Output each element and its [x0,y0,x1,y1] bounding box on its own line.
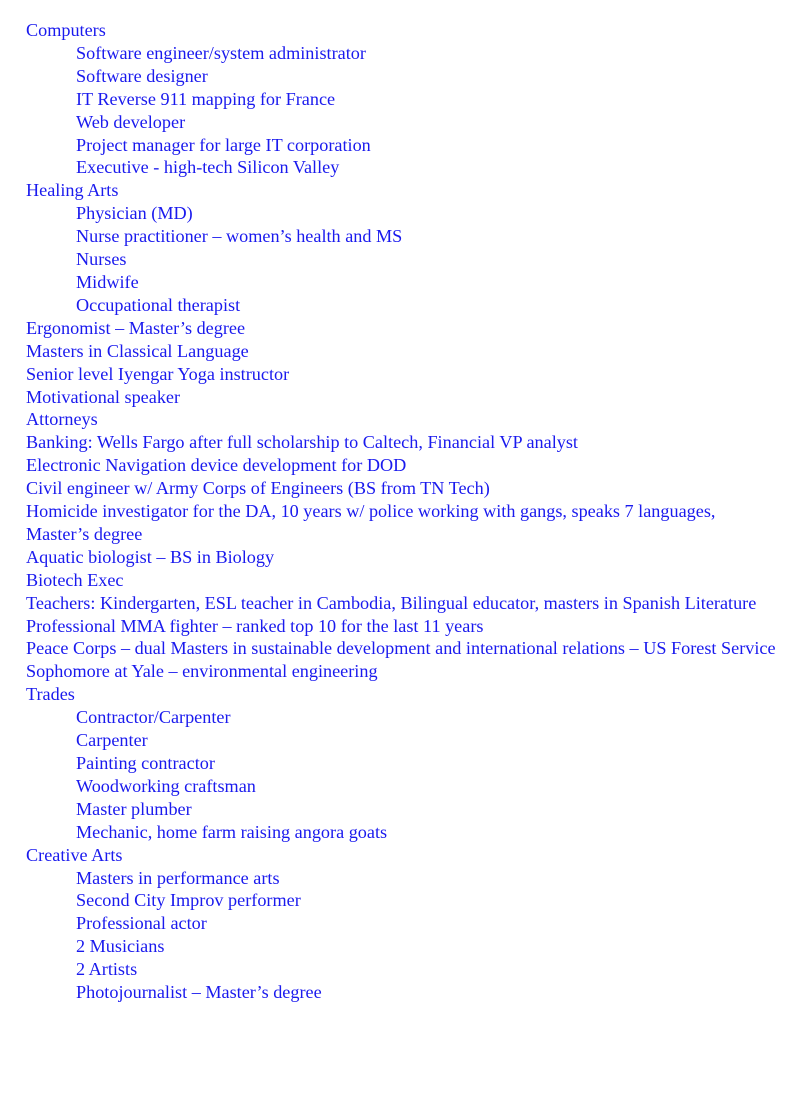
sub-item-line: Second City Improv performer [76,890,301,911]
category-line: Computers [26,20,106,40]
category-line: Trades [26,684,75,705]
category-line: Motivational speaker [26,386,181,407]
category-line: Electronic Navigation device development for DOD [26,455,407,476]
sub-item-line: Masters in performance arts [76,867,280,888]
sub-item-line: Midwife [76,271,139,292]
sub-item-line: Physician (MD) [76,203,193,224]
category-line: Teachers: Kindergarten, ESL teacher in Cambodia, Bilingual educator, masters in Spanish Literature [26,592,757,613]
sub-item-line: 2 Musicians [76,936,165,957]
category-line: Healing Arts [26,180,119,201]
category-line: Aquatic biologist – BS in Biology [26,546,275,567]
category-line: Masters in Classical Language [26,340,249,361]
sub-item-line: 2 Artists [76,959,138,980]
category-line: Creative Arts [26,844,123,865]
category-line: Ergonomist – Master’s degree [26,317,246,338]
category-line: Senior level Iyengar Yoga instructor [26,363,290,384]
category-line: Homicide investigator for the DA, 10 years w/ police working with gangs, speaks 7 languages, Master’s degree [26,501,716,544]
category-line: Civil engineer w/ Army Corps of Engineers (BS from TN Tech) [26,478,490,499]
category-line: Sophomore at Yale – environmental engineering [26,661,378,682]
sub-item-line: Nurses [76,249,127,270]
sub-item-line: Mechanic, home farm raising angora goats [76,821,388,842]
sub-item-line: IT Reverse 911 mapping for France [76,88,336,109]
sub-item-line: Software designer [76,65,208,86]
sub-item-line: Contractor/Carpenter [76,707,231,728]
document-body [26,19,786,1004]
sub-item-line: Carpenter [76,730,148,751]
category-line: Attorneys [26,409,98,430]
sub-item-line: Nurse practitioner – women’s health and MS [76,226,403,247]
sub-item-line: Master plumber [76,798,192,819]
sub-item-line: Occupational therapist [76,294,241,315]
sub-item-line: Software engineer/system administrator [76,42,366,63]
sub-item-line: Professional actor [76,913,207,934]
sub-item-line: Photojournalist – Master’s degree [76,982,322,1003]
category-line: Peace Corps – dual Masters in sustainable development and international relations – US Forest Service [26,638,776,659]
sub-item-line: Executive - high-tech Silicon Valley [76,157,340,178]
sub-item-line: Woodworking craftsman [76,775,256,796]
sub-item-line: Project manager for large IT corporation [76,134,371,155]
sub-item-line: Painting contractor [76,753,215,773]
category-line: Biotech Exec [26,569,124,590]
category-line: Professional MMA fighter – ranked top 10 for the last 11 years [26,615,484,636]
category-line: Banking: Wells Fargo after full scholarship to Caltech, Financial VP analyst [26,432,578,453]
sub-item-line: Web developer [76,111,186,132]
